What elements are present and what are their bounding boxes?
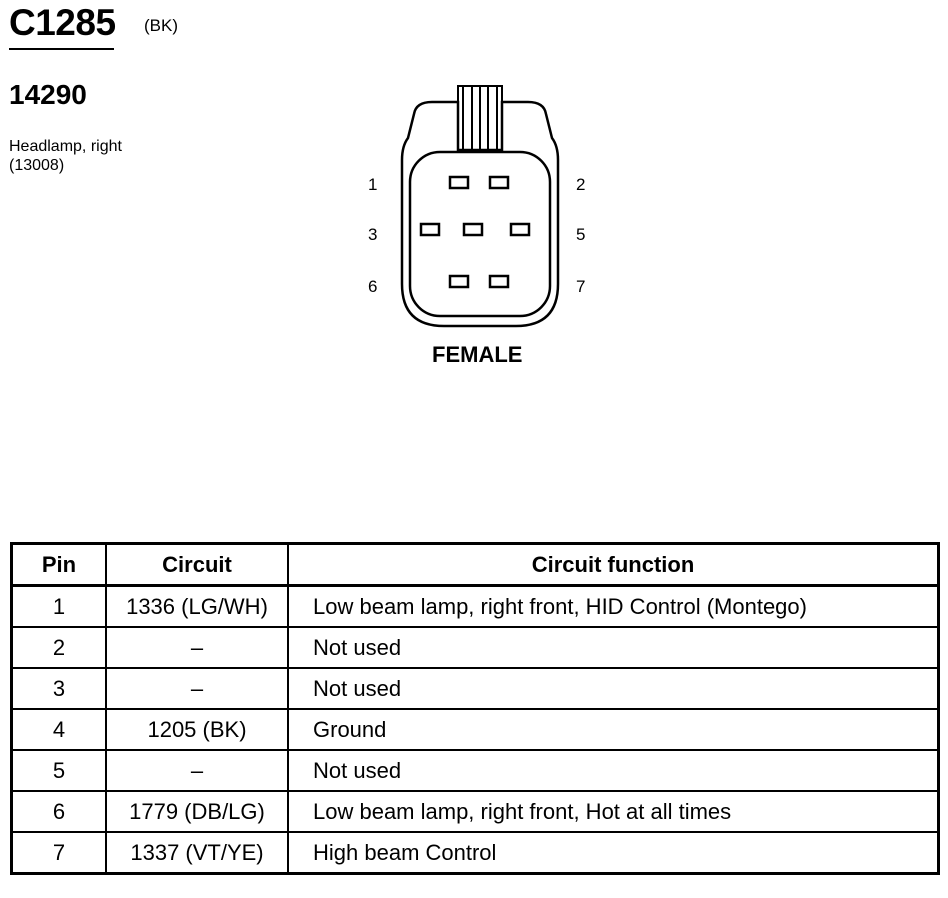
part-number: 14290 xyxy=(9,79,87,110)
circuit-cell: 1205 (BK) xyxy=(106,709,288,750)
cavity-1 xyxy=(450,177,468,188)
function-cell: Not used xyxy=(288,627,939,668)
connector-gender-label: FEMALE xyxy=(432,342,523,367)
header-circuit-function: Circuit function xyxy=(288,544,939,586)
pin-cell: 3 xyxy=(12,668,107,709)
table-row xyxy=(12,627,939,668)
circuit-cell: 1336 (LG/WH) xyxy=(106,586,288,628)
header-pin: Pin xyxy=(12,544,107,586)
locking-tab xyxy=(458,86,502,150)
function-cell: Ground xyxy=(288,709,939,750)
description-line: (13008) xyxy=(9,157,65,174)
function-cell: Low beam lamp, right front, HID Control (Montego) xyxy=(288,586,939,628)
cavity-7 xyxy=(490,276,508,287)
pin-label-7: 7 xyxy=(576,277,586,296)
pin-label-3: 3 xyxy=(368,225,378,244)
circuit-cell: – xyxy=(106,750,288,791)
function-cell: Not used xyxy=(288,668,939,709)
function-cell: Not used xyxy=(288,750,939,791)
cavity-6 xyxy=(450,276,468,287)
pin-label-1: 1 xyxy=(368,175,378,194)
connector-color-code: (BK) xyxy=(144,16,178,35)
table-row xyxy=(12,668,939,709)
circuit-cell: 1779 (DB/LG) xyxy=(106,791,288,832)
circuit-cell: 1337 (VT/YE) xyxy=(106,832,288,874)
pin-cell: 7 xyxy=(12,832,107,874)
connector-id-underline xyxy=(9,48,114,50)
header-circuit: Circuit xyxy=(106,544,288,586)
table-row xyxy=(12,586,939,628)
circuit-cell: – xyxy=(106,627,288,668)
cavity-4 xyxy=(464,224,482,235)
connector-face-diagram xyxy=(392,84,568,334)
table-row xyxy=(12,832,939,874)
connector-description xyxy=(9,137,122,175)
cavity-5 xyxy=(511,224,529,235)
cavity-3 xyxy=(421,224,439,235)
pin-label-2: 2 xyxy=(576,175,586,194)
pin-label-6: 6 xyxy=(368,277,378,296)
pin-cell: 6 xyxy=(12,791,107,832)
circuit-cell: – xyxy=(106,668,288,709)
function-cell: High beam Control xyxy=(288,832,939,874)
table-row xyxy=(12,791,939,832)
pin-cell: 5 xyxy=(12,750,107,791)
table-row xyxy=(12,709,939,750)
cavity-2 xyxy=(490,177,508,188)
pin-cell: 1 xyxy=(12,586,107,628)
function-cell: Low beam lamp, right front, Hot at all times xyxy=(288,791,939,832)
pin-cell: 4 xyxy=(12,709,107,750)
pinout-table xyxy=(10,542,940,875)
table-row xyxy=(12,750,939,791)
pin-label-5: 5 xyxy=(576,225,586,244)
description-line: Headlamp, right xyxy=(9,138,122,155)
pin-cell: 2 xyxy=(12,627,107,668)
table-header-row xyxy=(12,544,939,586)
connector-id: C1285 xyxy=(9,2,116,43)
